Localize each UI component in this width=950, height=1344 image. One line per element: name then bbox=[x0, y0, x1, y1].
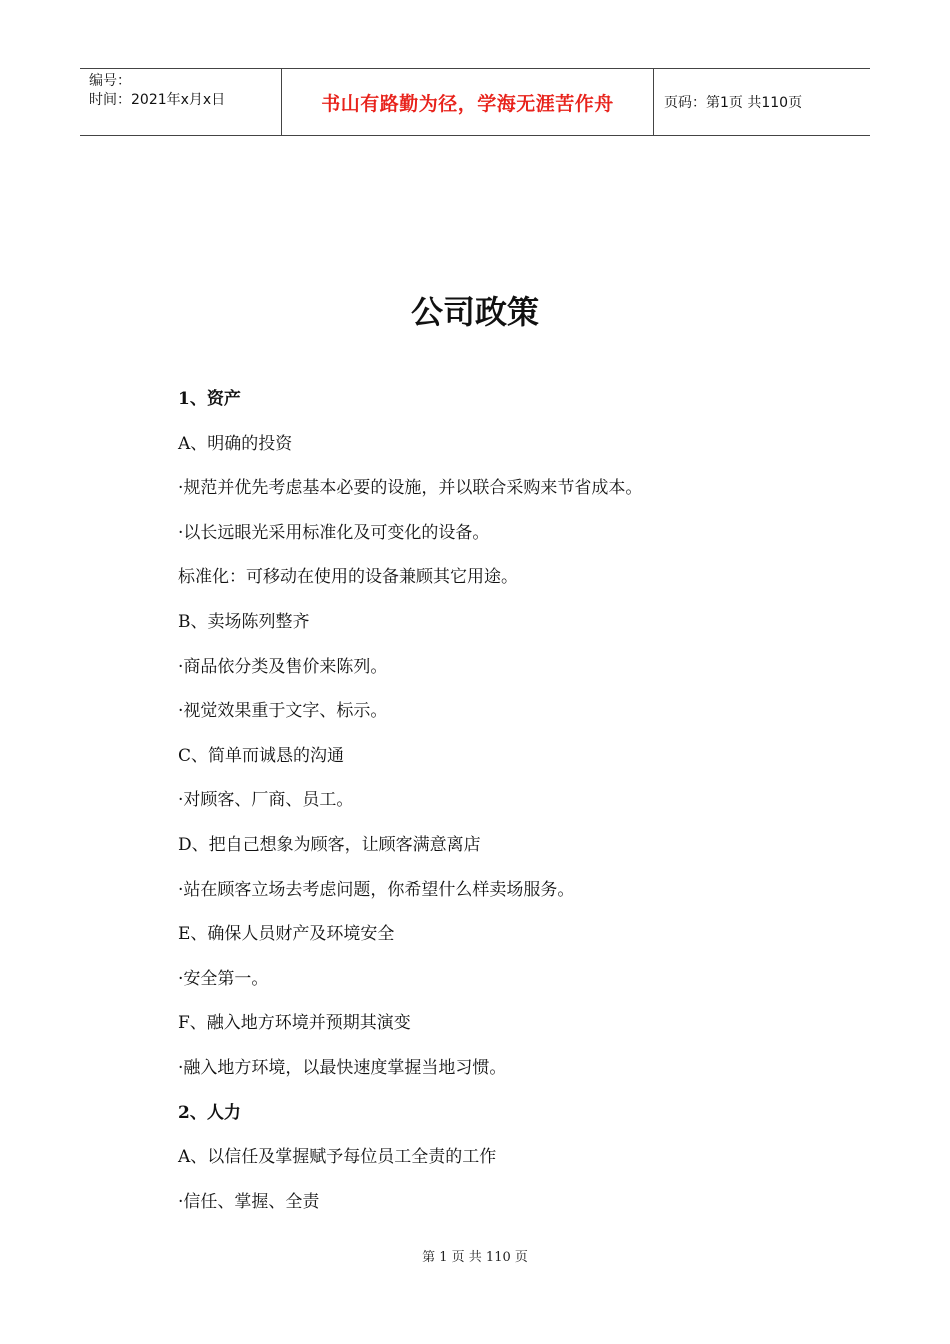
body-line: ·站在顾客立场去考虑问题，你希望什么样卖场服务。 bbox=[178, 879, 575, 900]
body-line: B、卖场陈列整齐 bbox=[178, 611, 310, 632]
page-footer: 第 1 页 共 110 页 bbox=[422, 1250, 528, 1265]
body-line: ·视觉效果重于文字、标示。 bbox=[178, 701, 388, 722]
body-line: C、简单而诚恳的沟通 bbox=[178, 745, 345, 766]
document-title: 公司政策 bbox=[410, 293, 539, 331]
body-line: A、以信任及掌握赋予每位员工全责的工作 bbox=[178, 1147, 497, 1168]
section-heading: 1、资产 bbox=[178, 389, 241, 409]
body-line: ·信任、掌握、全责 bbox=[178, 1191, 320, 1212]
document-date: 时间：2021年x月x日 bbox=[89, 92, 226, 108]
body-line: ·商品依分类及售价来陈列。 bbox=[178, 656, 388, 677]
header-page-info: 页码：第1页 共110页 bbox=[664, 95, 803, 111]
body-line: A、明确的投资 bbox=[178, 433, 293, 454]
body-line: ·安全第一。 bbox=[178, 968, 269, 989]
body-line: D、把自己想象为顾客，让顾客满意离店 bbox=[178, 834, 481, 855]
body-line: E、确保人员财产及环境安全 bbox=[178, 924, 395, 945]
header-meta bbox=[80, 69, 282, 135]
body-line: ·融入地方环境，以最快速度掌握当地习惯。 bbox=[178, 1057, 507, 1078]
body-line: F、融入地方环境并预期其演变 bbox=[178, 1013, 411, 1034]
document-body bbox=[178, 377, 858, 1224]
page-header bbox=[80, 68, 870, 136]
body-line: ·规范并优先考虑基本必要的设施，并以联合采购来节省成本。 bbox=[178, 478, 643, 499]
body-line: ·以长远眼光采用标准化及可变化的设备。 bbox=[178, 522, 490, 543]
header-motto: 书山有路勤为径，学海无涯苦作舟 bbox=[282, 69, 654, 135]
body-line: ·对顾客、厂商、员工。 bbox=[178, 790, 354, 811]
document-number-label: 编号： bbox=[89, 73, 131, 89]
section-heading: 2、人力 bbox=[178, 1102, 241, 1123]
body-line: 标准化：可移动在使用的设备兼顾其它用途。 bbox=[178, 567, 518, 588]
